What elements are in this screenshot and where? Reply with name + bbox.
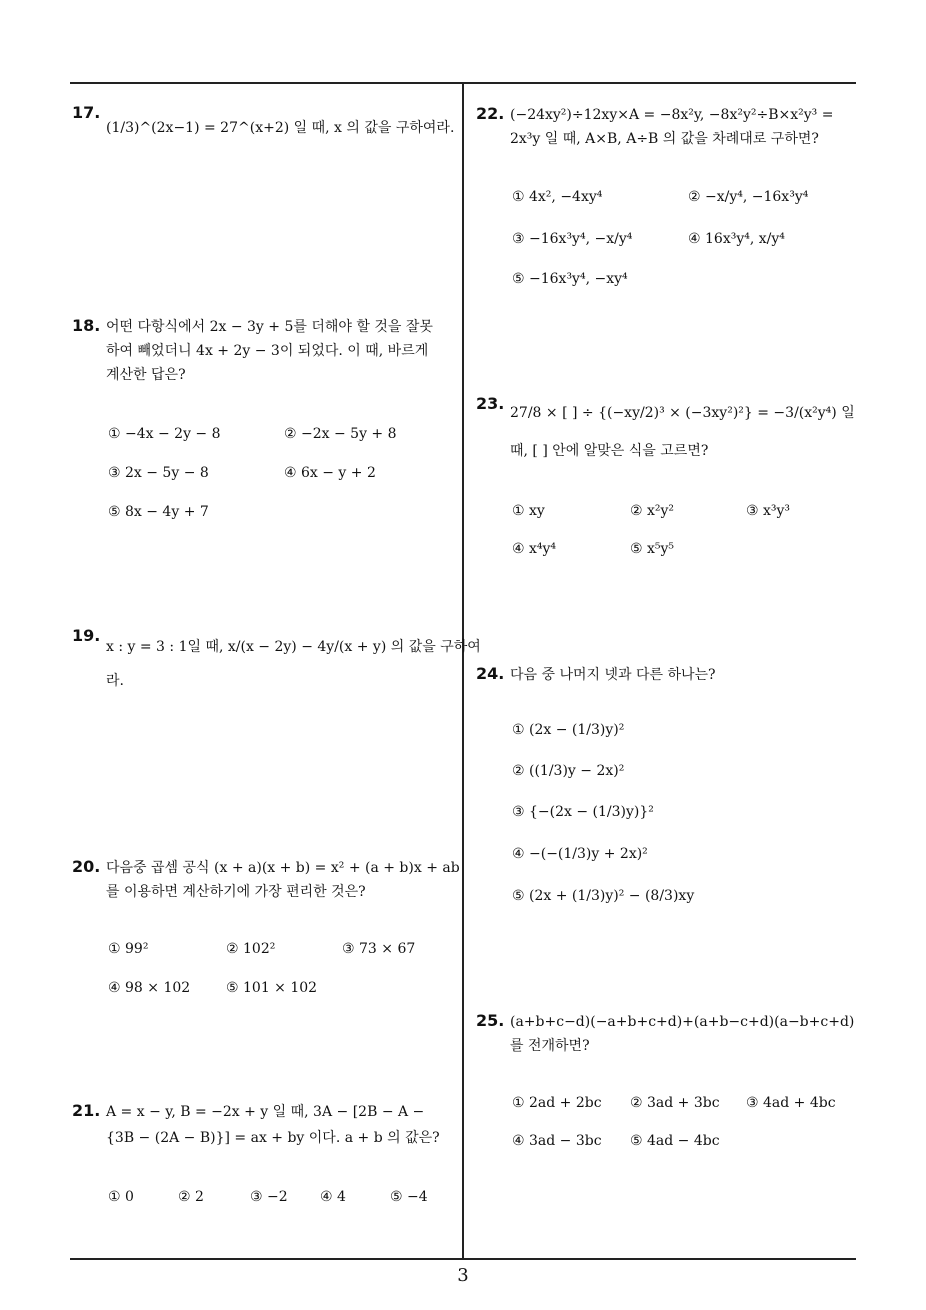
choice-4[interactable]: ④ 3ad − 3bc [512, 1133, 602, 1149]
choice-1[interactable]: ① 2ad + 2bc [512, 1095, 602, 1111]
question-number: 24. [476, 664, 505, 683]
question-text-line: 27/8 × [ ] ÷ {(−xy/2)³ × (−3xy²)²} = −3/(x²y⁴) 일 [510, 405, 855, 421]
choice-5[interactable]: ⑤ 101 × 102 [226, 980, 318, 996]
choice-5[interactable]: ⑤ x⁵y⁵ [630, 541, 675, 557]
choice-5[interactable]: ⑤ (2x + (1/3)y)² − (8/3)xy [512, 888, 695, 904]
question-text-line: (a+b+c−d)(−a+b+c+d)+(a+b−c+d)(a−b+c+d) [510, 1014, 855, 1030]
choice-3[interactable]: ③ 73 × 67 [342, 941, 416, 957]
choice-1[interactable]: ① 4x², −4xy⁴ [512, 189, 603, 205]
choice-2[interactable]: ② ((1/3)y − 2x)² [512, 763, 625, 779]
choice-4[interactable]: ④ −(−(1/3)y + 2x)² [512, 846, 648, 862]
question-text-line: 다음 중 나머지 넷과 다른 하나는? [510, 667, 716, 683]
question-text-line: (−24xy²)÷12xy×A = −8x²y, −8x²y²÷B×x²y³ = [510, 107, 834, 123]
bottom-rule [70, 1258, 856, 1260]
question-text-line: 때, [ ] 안에 알맞은 식을 고르면? [510, 443, 709, 459]
question-text-line: x : y = 3 : 1일 때, x/(x − 2y) − 4y/(x + y) 의 값을 구하여 [106, 639, 481, 655]
choice-2[interactable]: ② 3ad + 3bc [630, 1095, 720, 1111]
question-number: 18. [72, 316, 101, 335]
choice-2[interactable]: ② 2 [178, 1189, 204, 1205]
question-number: 20. [72, 857, 101, 876]
choice-1[interactable]: ① (2x − (1/3)y)² [512, 722, 625, 738]
choice-3[interactable]: ③ {−(2x − (1/3)y)}² [512, 804, 654, 820]
page-number: 3 [457, 1265, 469, 1286]
choice-4[interactable]: ④ 6x − y + 2 [284, 465, 376, 481]
choice-5[interactable]: ⑤ −16x³y⁴, −xy⁴ [512, 271, 628, 287]
question-number: 19. [72, 626, 101, 645]
choice-5[interactable]: ⑤ 8x − 4y + 7 [108, 504, 209, 520]
column-divider [462, 82, 464, 1260]
choice-3[interactable]: ③ 4ad + 4bc [746, 1095, 836, 1111]
question-text-line: 다음중 곱셈 공식 (x + a)(x + b) = x² + (a + b)x + ab [106, 860, 460, 876]
question-text-line: 계산한 답은? [106, 367, 186, 383]
question-text-line: 하여 빼었더니 4x + 2y − 3이 되었다. 이 때, 바르게 [106, 343, 429, 359]
question-text-line: {3B − (2A − B)}] = ax + by 이다. a + b 의 값은? [106, 1130, 440, 1146]
question-number: 22. [476, 104, 505, 123]
question-number: 17. [72, 103, 101, 122]
choice-2[interactable]: ② −2x − 5y + 8 [284, 426, 397, 442]
choice-1[interactable]: ① −4x − 2y − 8 [108, 426, 221, 442]
question-number: 23. [476, 394, 505, 413]
choice-2[interactable]: ② 102² [226, 941, 276, 957]
question-text-line: 를 전개하면? [510, 1038, 590, 1054]
choice-3[interactable]: ③ −2 [250, 1189, 288, 1205]
choice-4[interactable]: ④ 4 [320, 1189, 346, 1205]
question-text: (1/3)^(2x−1) = 27^(x+2) 일 때, x 의 값을 구하여라. [106, 120, 455, 136]
choice-4[interactable]: ④ 98 × 102 [108, 980, 191, 996]
question-text-line: 2x³y 일 때, A×B, A÷B 의 값을 차례대로 구하면? [510, 131, 819, 147]
choice-2[interactable]: ② −x/y⁴, −16x³y⁴ [688, 189, 809, 205]
choice-5[interactable]: ⑤ 4ad − 4bc [630, 1133, 720, 1149]
question-number: 21. [72, 1101, 101, 1120]
question-number: 25. [476, 1011, 505, 1030]
choice-1[interactable]: ① 0 [108, 1189, 134, 1205]
question-text-line: 어떤 다항식에서 2x − 3y + 5를 더해야 할 것을 잘못 [106, 319, 433, 335]
choice-3[interactable]: ③ x³y³ [746, 503, 791, 519]
choice-1[interactable]: ① xy [512, 503, 545, 519]
choice-1[interactable]: ① 99² [108, 941, 149, 957]
choice-4[interactable]: ④ 16x³y⁴, x/y⁴ [688, 231, 785, 247]
question-text-line: 라. [106, 673, 124, 689]
choice-5[interactable]: ⑤ −4 [390, 1189, 428, 1205]
choice-3[interactable]: ③ −16x³y⁴, −x/y⁴ [512, 231, 633, 247]
choice-2[interactable]: ② x²y² [630, 503, 675, 519]
question-text-line: A = x − y, B = −2x + y 일 때, 3A − [2B − A − [106, 1104, 425, 1120]
choice-3[interactable]: ③ 2x − 5y − 8 [108, 465, 209, 481]
choice-4[interactable]: ④ x⁴y⁴ [512, 541, 557, 557]
question-text-line: 를 이용하면 계산하기에 가장 편리한 것은? [106, 884, 366, 900]
